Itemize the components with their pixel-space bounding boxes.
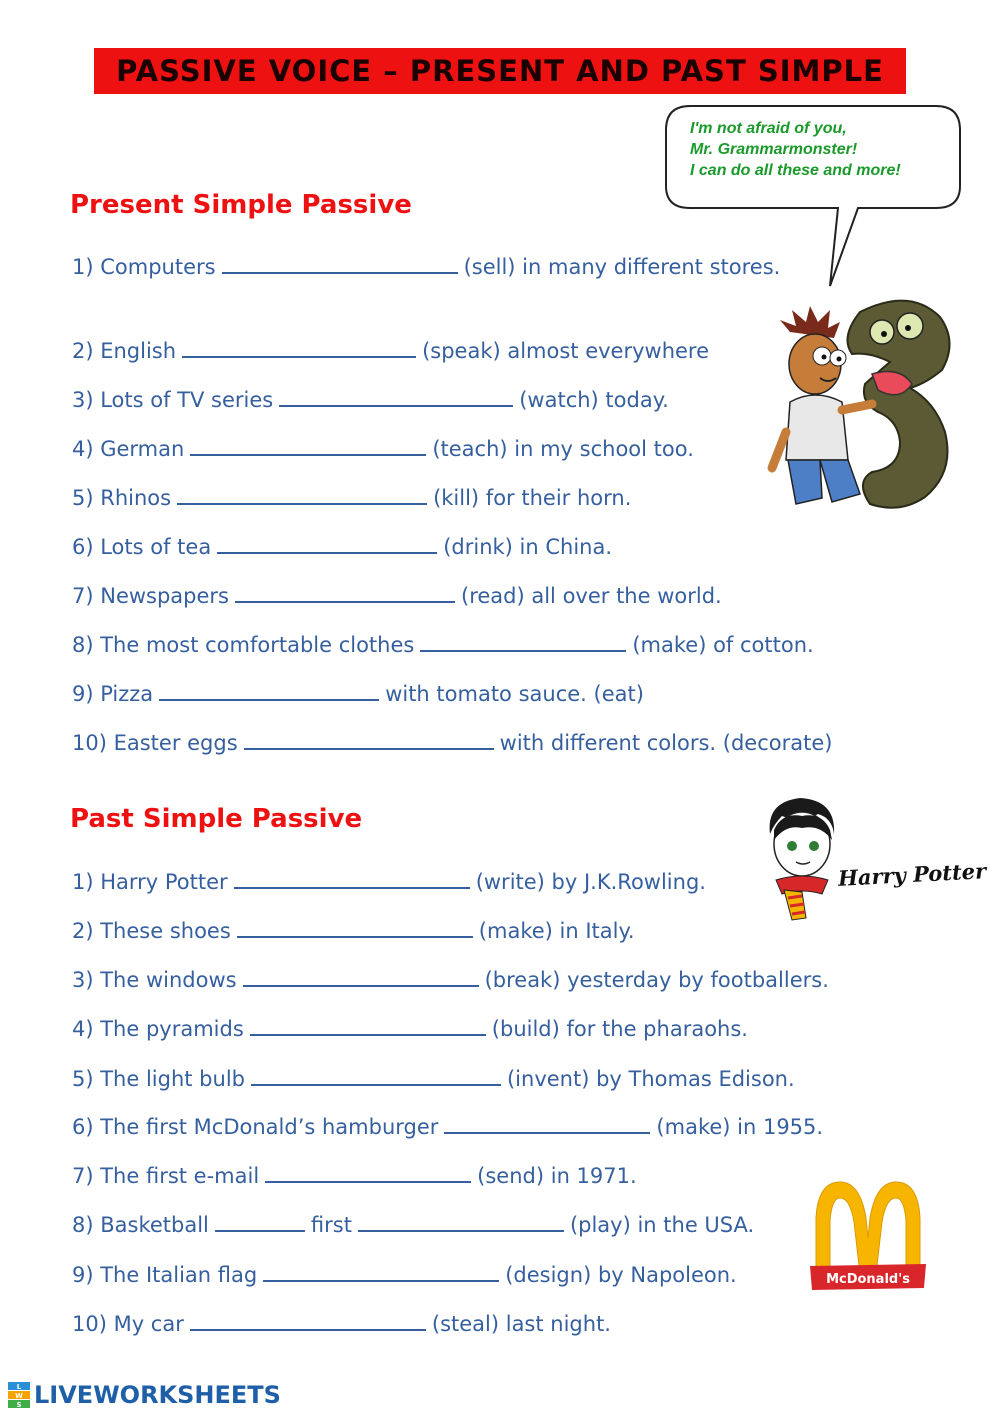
- icon-letter: L: [16, 1383, 22, 1391]
- exercise-prompt: 5) Rhinos: [72, 486, 172, 510]
- exercise-prompt: 8) The most comfortable clothes: [72, 633, 415, 657]
- exercise-row: [72, 1016, 748, 1042]
- answer-blank[interactable]: [190, 1311, 426, 1331]
- exercise-row: [72, 1311, 611, 1337]
- exercise-hint: (make) in 1955.: [656, 1115, 824, 1139]
- exercise-row: [72, 1262, 737, 1288]
- icon-letter: S: [16, 1401, 22, 1408]
- exercise-prompt: 2) These shoes: [72, 919, 231, 943]
- exercise-row: [72, 1066, 795, 1092]
- answer-blank[interactable]: [190, 436, 426, 456]
- exercise-hint: with different colors. (decorate): [499, 731, 833, 755]
- exercise-prompt: 9) The Italian flag: [72, 1263, 258, 1287]
- exercise-hint: (teach) in my school too.: [432, 437, 694, 461]
- title-banner: [94, 48, 906, 94]
- answer-blank[interactable]: [215, 1212, 305, 1232]
- exercise-prompt: 6) The first McDonald’s hamburger: [72, 1115, 439, 1139]
- answer-blank[interactable]: [217, 534, 437, 554]
- harry-potter-caption: Harry Potter: [837, 858, 987, 891]
- answer-blank[interactable]: [244, 730, 494, 750]
- exercise-prompt: 10) My car: [72, 1312, 184, 1336]
- exercise-row: [72, 681, 644, 707]
- icon-letter: W: [15, 1392, 23, 1400]
- exercise-hint: (invent) by Thomas Edison.: [506, 1067, 795, 1091]
- answer-blank[interactable]: [444, 1114, 650, 1134]
- exercise-hint: (drink) in China.: [443, 535, 613, 559]
- exercise-prompt: 4) The pyramids: [72, 1017, 244, 1041]
- answer-blank[interactable]: [420, 632, 626, 652]
- exercise-hint: (write) by J.K.Rowling.: [475, 870, 706, 894]
- answer-blank[interactable]: [243, 967, 479, 987]
- exercise-hint: (speak) almost everywhere: [422, 339, 710, 363]
- exercise-mid-text: first: [310, 1213, 352, 1237]
- exercise-row: [72, 485, 631, 511]
- exercise-row: [72, 534, 612, 560]
- page-title: PASSIVE VOICE – PRESENT AND PAST SIMPLE: [116, 54, 884, 88]
- exercise-prompt: 10) Easter eggs: [72, 731, 238, 755]
- footer-brand-text: LIVEWORKSHEETS: [34, 1381, 281, 1409]
- answer-blank[interactable]: [234, 869, 470, 889]
- exercise-hint: (play) in the USA.: [569, 1213, 755, 1237]
- exercise-prompt: 3) Lots of TV series: [72, 388, 274, 412]
- answer-blank[interactable]: [263, 1262, 499, 1282]
- exercise-row: [72, 436, 694, 462]
- exercise-hint: (watch) today.: [519, 388, 669, 412]
- exercise-row: [72, 1212, 754, 1238]
- exercise-prompt: 1) Harry Potter: [72, 870, 228, 894]
- exercise-hint: (kill) for their horn.: [433, 486, 632, 510]
- exercise-hint: (sell) in many different stores.: [463, 255, 781, 279]
- past-section-heading: Past Simple Passive: [70, 804, 363, 834]
- exercise-hint: with tomato sauce. (eat): [385, 682, 644, 706]
- exercise-prompt: 7) The first e-mail: [72, 1164, 260, 1188]
- answer-blank[interactable]: [251, 1066, 501, 1086]
- exercise-hint: (build) for the pharaohs.: [491, 1017, 748, 1041]
- answer-blank[interactable]: [235, 583, 455, 603]
- exercise-hint: (send) in 1971.: [477, 1164, 637, 1188]
- exercise-prompt: 8) Basketball: [72, 1213, 209, 1237]
- exercise-row: [72, 869, 706, 895]
- exercise-prompt: 1) Computers: [72, 255, 216, 279]
- exercise-hint: (read) all over the world.: [461, 584, 722, 608]
- exercise-hint: (design) by Napoleon.: [505, 1263, 737, 1287]
- answer-blank[interactable]: [182, 338, 416, 358]
- exercise-prompt: 4) German: [72, 437, 185, 461]
- footer-brand[interactable]: [8, 1381, 281, 1409]
- exercise-prompt: 6) Lots of tea: [72, 535, 212, 559]
- exercise-prompt: 7) Newspapers: [72, 584, 229, 608]
- speech-bubble-text: [690, 118, 950, 181]
- exercise-row: [72, 254, 780, 280]
- answer-blank[interactable]: [250, 1016, 486, 1036]
- bubble-line: I can do all these and more!: [690, 162, 901, 179]
- exercise-hint: (steal) last night.: [431, 1312, 611, 1336]
- exercise-row: [72, 583, 722, 609]
- exercise-row: [72, 967, 829, 993]
- exercise-prompt: 9) Pizza: [72, 682, 154, 706]
- bubble-line: Mr. Grammarmonster!: [690, 141, 858, 158]
- exercise-row: [72, 730, 832, 756]
- harry-potter-illustration: [762, 794, 840, 924]
- liveworksheets-icon: [8, 1382, 30, 1408]
- present-section-heading: Present Simple Passive: [70, 190, 412, 220]
- monster-cartoon-illustration: [760, 292, 960, 518]
- exercise-row: [72, 387, 669, 413]
- answer-blank[interactable]: [177, 485, 427, 505]
- exercise-prompt: 3) The windows: [72, 968, 237, 992]
- exercise-row: [72, 1163, 637, 1189]
- answer-blank[interactable]: [265, 1163, 471, 1183]
- answer-blank[interactable]: [159, 681, 379, 701]
- answer-blank[interactable]: [237, 918, 473, 938]
- exercise-hint: (make) in Italy.: [478, 919, 635, 943]
- exercise-row: [72, 338, 709, 364]
- exercise-row: [72, 632, 814, 658]
- exercise-prompt: 2) English: [72, 339, 177, 363]
- exercise-hint: (make) of cotton.: [632, 633, 814, 657]
- answer-blank[interactable]: [358, 1212, 564, 1232]
- answer-blank[interactable]: [279, 387, 513, 407]
- exercise-row: [72, 918, 635, 944]
- exercise-row: [72, 1114, 823, 1140]
- mcdonalds-caption: McDonald's: [826, 1271, 910, 1287]
- answer-blank[interactable]: [222, 254, 458, 274]
- exercise-prompt: 5) The light bulb: [72, 1067, 245, 1091]
- bubble-line: I'm not afraid of you,: [690, 120, 847, 137]
- exercise-hint: (break) yesterday by footballers.: [484, 968, 829, 992]
